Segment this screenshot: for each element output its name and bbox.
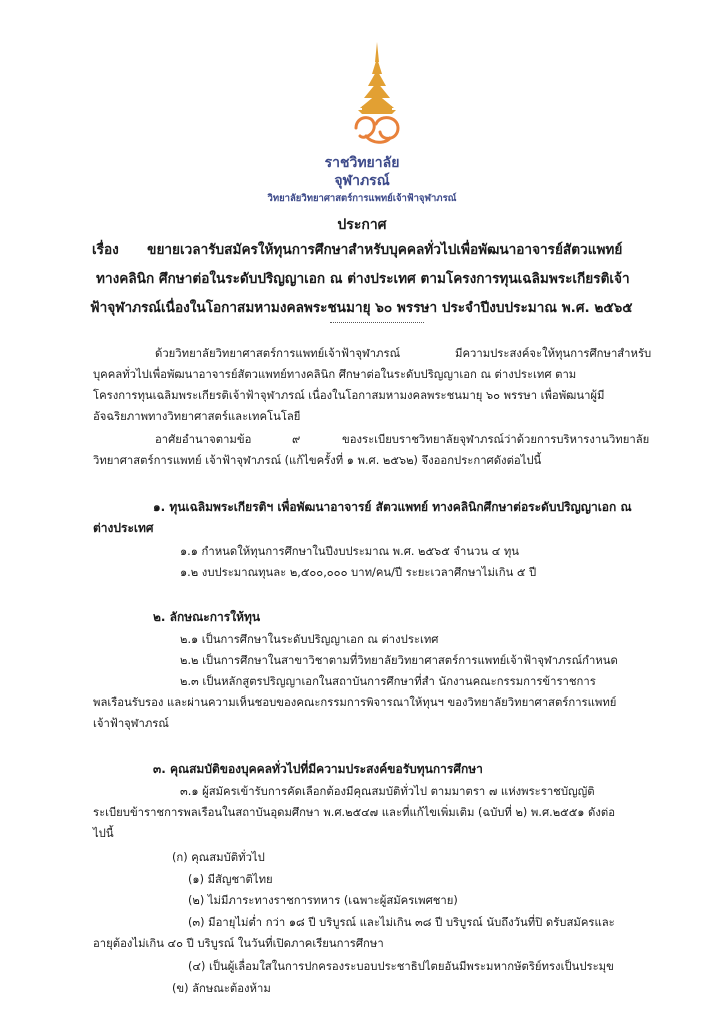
subject-text-1: ขยายเวลารับสมัครให้ทุนการศึกษาสำหรับบุคคลทั่วไปเพื่อพัฒนาอาจารย์สัตวแพทย์ [147, 242, 623, 258]
authority-line-1c: ของระเบียบราชวิทยาลัยจุฬาภรณ์ว่าด้วยการบริหารงานวิทยาลัย [342, 433, 650, 446]
subject-line-1 [92, 236, 682, 265]
authority-line-1a: อาศัยอำนาจตามข้อ [155, 433, 252, 446]
subsection-ka: (ก) คุณสมบัติทั่วไป [172, 851, 265, 864]
section-1-item-2: ๑.๒ งบประมาณทุนละ ๒,๕๐๐,๐๐๐ บาท/คน/ปี ระยะเวลาศึกษาไม่เกิน ๕ ปี [180, 566, 537, 579]
section-1-heading-cont: ต่างประเทศ [93, 521, 154, 535]
section-3-item-1-cont-1: ระเบียบข้าราชการพลเรือนในสถาบันอุดมศึกษา พ.ศ.๒๕๔๗ และที่แก้ไขเพิ่มเติม (ฉบับที่ ๒) พ.ศ.๒๕๕๑ ดังต่อ [93, 806, 616, 819]
qualification-4: (๔) เป็นผู้เลื่อมใสในการปกครองระบอบประชาธิปไตยอันมีพระมหากษัตริย์ทรงเป็นประมุข [188, 960, 614, 973]
section-2-item-2: ๒.๒ เป็นการศึกษาในสาขาวิชาตามที่วิทยาลัยวิทยาศาสตร์การแพทย์เจ้าฟ้าจุฬาภรณ์กำหนด [180, 654, 618, 667]
qualification-1: (๑) มีสัญชาติไทย [188, 873, 273, 886]
section-2-item-1: ๒.๑ เป็นการศึกษาในระดับปริญญาเอก ณ ต่างประเทศ [180, 633, 439, 646]
intro-line-3: โครงการทุนเฉลิมพระเกียรติเจ้าฟ้าจุฬาภรณ์ เนื่องในโอกาสมหามงคลพระชนมายุ ๖๐ พรรษา เพื่อพัฒนาผู้มี [93, 389, 605, 402]
section-2-heading: ๒. ลักษณะการให้ทุน [153, 610, 261, 624]
chulabhorn-emblem-icon [342, 40, 412, 150]
logo-name-line1: ราชวิทยาลัย [324, 155, 400, 171]
section-1-heading: ๑. ทุนเฉลิมพระเกียรติฯ เพื่อพัฒนาอาจารย์ สัตวแพทย์ ทางคลินิกศึกษาต่อระดับปริญญาเอก ณ [153, 500, 632, 514]
logo-name-line2: จุฬาภรณ์ [334, 173, 390, 189]
section-2-item-3-cont-2: เจ้าฟ้าจุฬาภรณ์ [93, 717, 169, 730]
section-2-item-3: ๒.๓ เป็นหลักสูตรปริญญาเอกในสถาบันการศึกษาที่สำ นักงานคณะกรรมการข้าราชการ [180, 675, 596, 688]
announcement-title: ประกาศ [337, 217, 387, 233]
authority-line-2: วิทยาศาสตร์การแพทย์ เจ้าฟ้าจุฬาภรณ์ (แก้ไขครั้งที่ ๑ พ.ศ. ๒๕๖๒) จึงออกประกาศดังต่อไปนี้ [93, 454, 542, 467]
qualification-2: (๒) ไม่มีภาระทางราชการทหาร (เฉพาะผู้สมัครเพศชาย) [188, 894, 458, 907]
subsection-kb: (ข) ลักษณะต้องห้าม [172, 982, 271, 995]
subject-label: เรื่อง [92, 242, 119, 258]
section-3-heading: ๓. คุณสมบัติของบุคคลทั่วไปที่มีความประสงค์ขอรับทุนการศึกษา [153, 762, 483, 776]
authority-line-1b: ๙ [292, 433, 301, 446]
section-3-item-1: ๓.๑ ผู้สมัครเข้ารับการคัดเลือกต้องมีคุณสมบัติทั่วไป ตามมาตรา ๗ แห่งพระราชบัญญัติ [180, 785, 595, 798]
logo-subtitle: วิทยาลัยวิทยาศาสตร์การแพทย์เจ้าฟ้าจุฬาภรณ์ [267, 193, 457, 204]
subject-line-2: ทางคลินิก ศึกษาต่อในระดับปริญญาเอก ณ ต่างประเทศ ตามโครงการทุนเฉลิมพระเกียรติเจ้า [96, 271, 630, 287]
qualification-3: (๓) มีอายุไม่ต่ำ กว่า ๑๘ ปี บริบูรณ์ และไม่เกิน ๓๘ ปี บริบูรณ์ นับถึงวันที่ปิ ดรับสมัครและ [188, 916, 615, 929]
section-1-item-1: ๑.๑ กำหนดให้ทุนการศึกษาในปีงบประมาณ พ.ศ. ๒๕๖๕ จำนวน ๔ ทุน [180, 545, 520, 558]
qualification-3-cont: อายุต้องไม่เกิน ๔๐ ปี บริบูรณ์ ในวันที่เปิดภาคเรียนการศึกษา [93, 937, 384, 950]
announcement-subject [92, 236, 682, 265]
subject-line-3: ฟ้าจุฬาภรณ์เนื่องในโอกาสมหามงคลพระชนมายุ ๖๐ พรรษา ประจำปีงบประมาณ พ.ศ. ๒๕๖๕ [90, 300, 633, 316]
section-3-item-1-cont-2: ไปนี้ [93, 827, 114, 840]
intro-line-4: อัจฉริยภาพทางวิทยาศาสตร์และเทคโนโลยี [93, 410, 301, 423]
intro-line-1b: มีความประสงค์จะให้ทุนการศึกษาสำหรับ [455, 347, 652, 360]
section-2-item-3-cont-1: พลเรือนรับรอง และผ่านความเห็นชอบของคณะกรรมการพิจารณาให้ทุนฯ ของวิทยาลัยวิทยาศาสตร์การแพทย์ [93, 696, 617, 709]
separator-dots [330, 322, 424, 323]
intro-line-2: บุคคลทั่วไปเพื่อพัฒนาอาจารย์สัตวแพทย์ทางคลินิก ศึกษาต่อในระดับปริญญาเอก ณ ต่างประเทศ ตาม [93, 368, 577, 381]
intro-line-1a: ด้วยวิทยาลัยวิทยาศาสตร์การแพทย์เจ้าฟ้าจุฬาภรณ์ [155, 347, 401, 360]
